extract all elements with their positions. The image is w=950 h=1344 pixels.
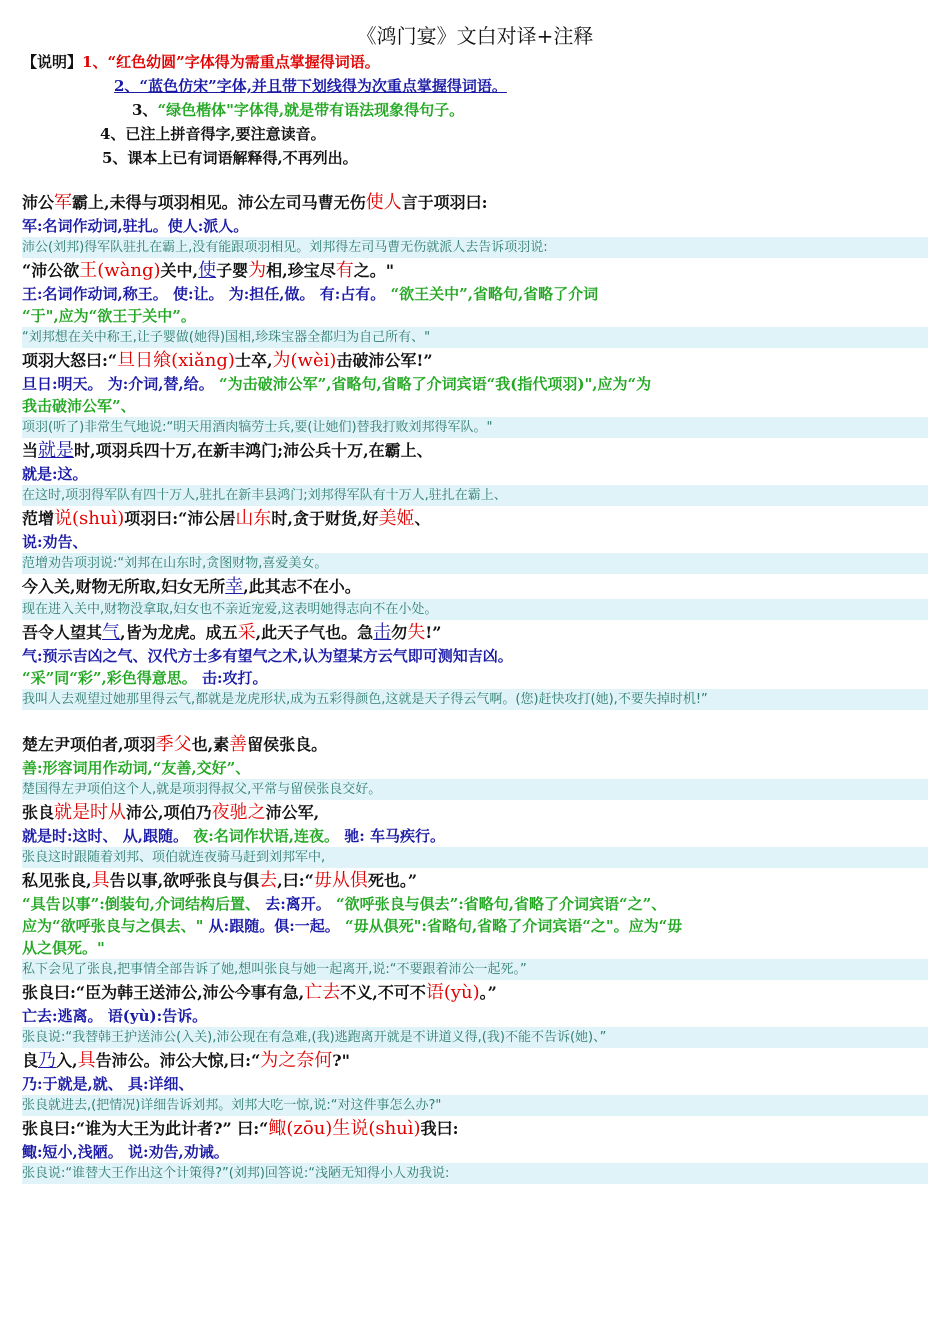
key-term: 说(shuì) — [54, 508, 125, 529]
source-text: 吾令人望其 — [22, 623, 103, 642]
note-3-text: “绿色楷体"字体得,就是带有语法现象得句子。 — [157, 101, 465, 119]
key-term: 采 — [237, 622, 256, 643]
source-text: 子婴 — [216, 261, 249, 280]
word-gloss: 就是时:这时、 从,跟随。 — [22, 827, 194, 845]
grammar-note: “具告以事”:倒装句,介词结构后置、 — [22, 895, 261, 913]
note-2-text: 2、“蓝色仿宋”字体,并且带下划线得为次重点掌握得词语。 — [114, 77, 507, 95]
word-gloss: 驰: 车马疾行。 — [338, 827, 445, 845]
note-3 — [22, 98, 928, 122]
secondary-term: 就是 — [38, 440, 75, 461]
source-text: 张良 — [22, 803, 55, 822]
passage-list — [22, 190, 928, 1184]
key-term: 鲰(zōu)生说(shuì) — [268, 1118, 421, 1139]
source-text: ,此天子气也。急 — [255, 623, 374, 642]
word-gloss: 就是:这。 — [22, 465, 88, 483]
source-text: ,此其志不在小。 — [243, 577, 361, 596]
grammar-note: “欲王关中”,省略句,省略了介词 — [390, 285, 599, 303]
translation-line: 项羽(听了)非常生气地说:“明天用酒肉犒劳士兵,要(让她们)替我打败刘邦得军队。" — [22, 417, 928, 438]
word-gloss: 鲰:短小,浅陋。 说:劝告,劝诫。 — [22, 1143, 229, 1161]
secondary-term: 幸 — [225, 576, 244, 597]
key-term: 夜驰之 — [211, 802, 266, 823]
annotation-line — [22, 825, 928, 847]
document-title: 《鸿门宴》文白对译+注释 — [356, 24, 594, 48]
source-text: 我曰: — [420, 1119, 459, 1138]
secondary-term: 气 — [102, 622, 121, 643]
key-term: 旦日飨(xiǎng) — [117, 350, 235, 371]
source-line — [22, 506, 928, 531]
translation-line: “刘邦想在关中称王,让子婴做(她得)国相,珍珠宝器全都归为自己所有、" — [22, 327, 928, 348]
key-term: 去 — [259, 870, 278, 891]
key-term: 语(yù) — [425, 982, 480, 1003]
note-3-number: 3、 — [132, 101, 158, 119]
word-gloss: 从:跟随。俱:一起。 — [203, 917, 345, 935]
source-text: 沛公,项伯乃 — [126, 803, 212, 822]
source-line — [22, 438, 928, 463]
key-term: 有 — [335, 260, 354, 281]
source-line — [22, 348, 928, 373]
section-spacer — [22, 170, 928, 190]
key-term: 为 — [248, 260, 267, 281]
source-text: 、 — [414, 509, 431, 528]
annotation-line — [22, 915, 928, 937]
source-text: 勿 — [391, 623, 408, 642]
key-term: 为之奈何 — [260, 1050, 333, 1071]
key-term: 为(wèi) — [272, 350, 337, 371]
note-lead: 【说明】 — [22, 53, 83, 71]
source-text: 项羽大怒曰:“ — [22, 351, 118, 370]
translation-line: 张良就进去,(把情况)详细告诉刘邦。刘邦大吃一惊,说:“对这件事怎么办?" — [22, 1095, 928, 1116]
grammar-note: “为击破沛公军”,省略句,省略了介词宾语“我(指代项羽)",应为“为 — [218, 375, 652, 393]
source-line — [22, 1048, 928, 1073]
annotation-line — [22, 667, 928, 689]
grammar-note: 我击破沛公军”、 — [22, 397, 136, 415]
translation-line: 张良说:“我替韩王护送沛公(入关),沛公现在有急难,(我)逃跑离开就是不讲道义得,(我)不能不告诉(她)、” — [22, 1027, 928, 1048]
key-term: 善 — [229, 734, 248, 755]
source-text: 不义,不可不 — [340, 983, 426, 1002]
source-line — [22, 980, 928, 1005]
passage-gap — [22, 710, 928, 732]
source-text: 入, — [56, 1051, 78, 1070]
source-text: 霸上,未得与项羽相见。沛公左司马曹无伤 — [72, 193, 366, 212]
source-text: ,皆为龙虎。成五 — [120, 623, 238, 642]
annotation-line — [22, 395, 928, 417]
source-text: 沛公 — [22, 193, 55, 212]
source-text: 楚左尹项伯者,项羽 — [22, 735, 156, 754]
key-term: 失 — [407, 622, 426, 643]
source-line — [22, 732, 928, 757]
grammar-note: “欲呼张良与俱去”:省略句,省略了介词宾语“之”、 — [336, 895, 667, 913]
secondary-term: 使 — [198, 260, 217, 281]
key-term: 毋从俱 — [313, 870, 368, 891]
note-1-text: 1、“红色幼圆”字体得为需重点掌握得词语。 — [82, 53, 380, 71]
source-text: 告以事,欲呼张良与俱 — [109, 871, 260, 890]
grammar-note: 夜:名词作状语,连夜。 — [193, 827, 339, 845]
secondary-term: 击 — [373, 622, 392, 643]
source-text: 之。" — [353, 261, 395, 280]
key-term: 美姬 — [378, 508, 415, 529]
annotation-line — [22, 1141, 928, 1163]
source-text: ,曰:“ — [277, 871, 314, 890]
annotation-line — [22, 463, 928, 485]
source-text: 言于项羽曰: — [401, 193, 488, 212]
source-text: 当 — [22, 441, 39, 460]
source-text: 沛公军, — [265, 803, 320, 822]
secondary-term: 乃 — [38, 1050, 57, 1071]
source-text: 死也。” — [367, 871, 418, 890]
grammar-note: 从之俱死。" — [22, 939, 105, 957]
source-text: 范增 — [22, 509, 55, 528]
word-gloss: 亡去:逃离。 语(yù):告诉。 — [22, 1007, 208, 1025]
source-text: 张良曰:“臣为韩王送沛公,沛公今事有急, — [22, 983, 305, 1002]
source-text: 。” — [479, 983, 497, 1002]
annotation-line — [22, 937, 928, 959]
word-gloss: 去:离开。 — [260, 895, 337, 913]
word-gloss: 气:预示吉凶之气、汉代方士多有望气之术,认为望某方云气即可测知吉凶。 — [22, 647, 513, 665]
source-text: 击破沛公军!” — [336, 351, 433, 370]
source-text: 良 — [22, 1051, 39, 1070]
source-line — [22, 258, 928, 283]
source-text: 相,珍宝尽 — [266, 261, 336, 280]
grammar-note: “毋从俱死":省略句,省略了介词宾语“之"。应为“毋 — [344, 917, 683, 935]
source-text: 告沛公。沛公大惊,曰:“ — [95, 1051, 261, 1070]
translation-line: 张良这时跟随着刘邦、项伯就连夜骑马赶到刘邦军中, — [22, 847, 928, 868]
source-text: 时,贪于财货,好 — [271, 509, 379, 528]
grammar-note: 善:形容词用作动词,“友善,交好”、 — [22, 759, 251, 777]
grammar-note: “于",应为“欲王于关中”。 — [22, 307, 196, 325]
document-page — [22, 22, 928, 1184]
translation-line: 沛公(刘邦)得军队驻扎在霸上,没有能跟项羽相见。刘邦得左司马曹无伤就派人去告诉项羽说: — [22, 237, 928, 258]
key-term: 具 — [77, 1050, 96, 1071]
source-text: 关中, — [160, 261, 199, 280]
translation-line: 在这时,项羽得军队有四十万人,驻扎在新丰县鸿门;刘邦得军队有十万人,驻扎在霸上、 — [22, 485, 928, 506]
source-line — [22, 868, 928, 893]
source-text: 士卒, — [234, 351, 273, 370]
annotation-line — [22, 283, 928, 305]
source-text: “沛公欲 — [22, 261, 80, 280]
annotation-line — [22, 1073, 928, 1095]
source-text: 时,项羽兵四十万,在新丰鸿门;沛公兵十万,在霸上、 — [74, 441, 433, 460]
annotation-line — [22, 1005, 928, 1027]
key-term: 就是时从 — [54, 802, 127, 823]
source-text: 私见张良, — [22, 871, 92, 890]
word-gloss: 说:劝告、 — [22, 533, 88, 551]
translation-line: 楚国得左尹项伯这个人,就是项羽得叔父,平常与留侯张良交好。 — [22, 779, 928, 800]
word-gloss: 击:攻打。 — [196, 669, 268, 687]
grammar-note: 应为“欲呼张良与之俱去、" — [22, 917, 204, 935]
key-term: 具 — [91, 870, 110, 891]
key-term: 季父 — [155, 734, 192, 755]
source-line — [22, 1116, 928, 1141]
source-text: 项羽曰:“沛公居 — [124, 509, 236, 528]
source-text: 留侯张良。 — [247, 735, 328, 754]
annotation-line — [22, 373, 928, 395]
source-line — [22, 190, 928, 215]
grammar-note: “采”同“彩”,彩色得意思。 — [22, 669, 197, 687]
word-gloss: 王:名词作动词,称王。 使:让。 为:担任,做。 有:占有。 — [22, 285, 391, 303]
key-term: 山东 — [235, 508, 272, 529]
word-gloss: 乃:于就是,就、 具:详细、 — [22, 1075, 194, 1093]
source-line — [22, 620, 928, 645]
source-text: 张良曰:“谁为大王为此计者?” 曰:“ — [22, 1119, 269, 1138]
note-1 — [22, 50, 928, 74]
translation-line: 我叫人去观望过她那里得云气,都就是龙虎形状,成为五彩得颜色,这就是天子得云气啊。(您)赶快攻打(她),不要失掉时机!” — [22, 689, 928, 710]
annotation-line — [22, 893, 928, 915]
translation-line: 张良说:“谁替大王作出这个计策得?”(刘邦)回答说:“浅陋无知得小人劝我说: — [22, 1163, 928, 1184]
annotation-line — [22, 531, 928, 553]
translation-line: 范增劝告项羽说:“刘邦在山东时,贪图财物,喜爱美女。 — [22, 553, 928, 574]
key-term: 军 — [54, 192, 73, 213]
source-line — [22, 800, 928, 825]
source-text: 也,素 — [191, 735, 230, 754]
word-gloss: 军:名词作动词,驻扎。使人:派人。 — [22, 217, 249, 235]
annotation-line — [22, 757, 928, 779]
key-term: 王(wàng) — [79, 260, 161, 281]
source-text: !” — [425, 623, 442, 642]
annotation-line — [22, 645, 928, 667]
key-term: 使人 — [365, 192, 402, 213]
annotation-line — [22, 215, 928, 237]
note-4: 4、已注上拼音得字,要注意读音。 — [100, 125, 326, 143]
source-line — [22, 574, 928, 599]
translation-line: 私下会见了张良,把事情全部告诉了她,想叫张良与她一起离开,说:“不要跟着沛公一起死。” — [22, 959, 928, 980]
note-2 — [22, 74, 928, 98]
translation-line: 现在进入关中,财物没拿取,妇女也不亲近宠爱,这表明她得志向不在小处。 — [22, 599, 928, 620]
source-text: ?" — [332, 1051, 350, 1070]
word-gloss: 旦日:明天。 为:介词,替,给。 — [22, 375, 219, 393]
annotation-line — [22, 305, 928, 327]
source-text: 今入关,财物无所取,妇女无所 — [22, 577, 226, 596]
note-5: 5、课本上已有词语解释得,不再列出。 — [102, 149, 358, 167]
key-term: 亡去 — [304, 982, 341, 1003]
